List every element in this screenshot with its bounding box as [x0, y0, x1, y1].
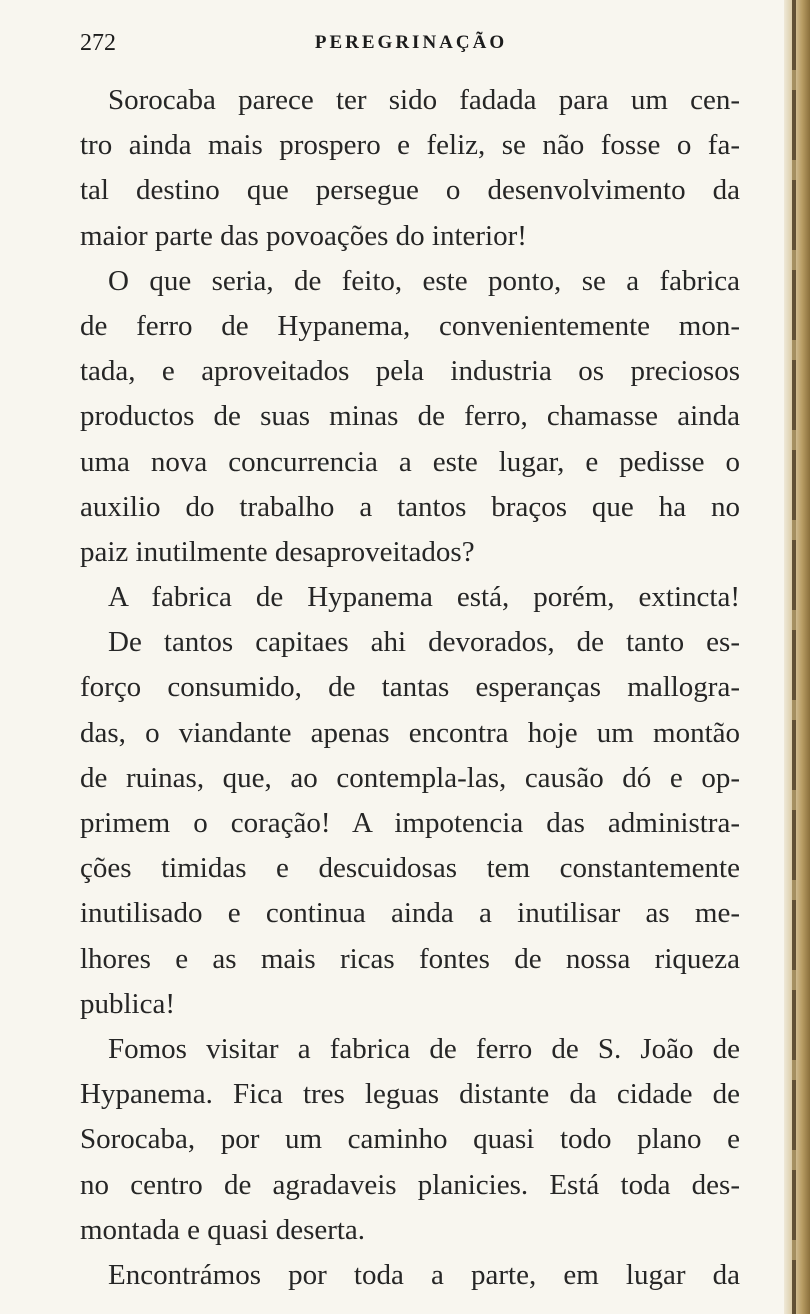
text-line: de ferro de Hypanema, convenientemente mon- [80, 309, 740, 342]
text-line: Fomos visitar a fabrica de ferro de S. João de [108, 1032, 740, 1065]
text-line: tro ainda mais prospero e feliz, se não fosse o fa- [80, 129, 740, 162]
text-line: tal destino que persegue o desenvolvimento da [80, 174, 740, 207]
text-line: De tantos capitaes ahi devorados, de tanto es- [108, 626, 740, 659]
body-text [80, 78, 740, 1298]
text-line: maior parte das povoações do interior! [80, 219, 527, 252]
text-line: Sorocaba, por um caminho quasi todo plano e [80, 1123, 740, 1156]
text-line: auxilio do trabalho a tantos braços que ha no [80, 490, 740, 523]
text-line: O que seria, de feito, este ponto, se a fabrica [108, 264, 740, 297]
spine-shadow [792, 0, 796, 1314]
text-line: Hypanema. Fica tres leguas distante da cidade de [80, 1078, 740, 1111]
text-line: ções timidas e descuidosas tem constantemente [80, 852, 740, 885]
text-line: das, o viandante apenas encontra hoje um montão [80, 716, 740, 749]
text-line: Encontrámos por toda a parte, em lugar da [108, 1258, 740, 1291]
text-line: Sorocaba parece ter sido fadada para um cen- [108, 84, 740, 116]
text-line: de ruinas, que, ao contempla-las, causão dó e op- [80, 761, 740, 794]
text-line: primem o coração! A impotencia das administra- [80, 807, 740, 839]
text-line: no centro de agradaveis planicies. Está toda des- [80, 1168, 740, 1201]
page-header [80, 30, 742, 60]
page-number: 272 [80, 30, 116, 56]
running-title: PEREGRINAÇÃO [314, 32, 508, 53]
text-line: productos de suas minas de ferro, chamasse ainda [80, 400, 740, 433]
text-line: paiz inutilmente desaproveitados? [80, 535, 475, 568]
text-line: uma nova concurrencia a este lugar, e pedisse o [80, 445, 740, 478]
text-line: forço consumido, de tantas esperanças mallogra- [80, 671, 740, 704]
text-line: montada e quasi deserta. [80, 1213, 366, 1246]
text-line: tada, e aproveitados pela industria os preciosos [80, 355, 740, 388]
text-line: lhores e as mais ricas fontes de nossa riqueza [80, 942, 740, 975]
text-line: A fabrica de Hypanema está, porém, extincta! [108, 581, 740, 614]
text-line: publica! [80, 987, 176, 1020]
text-line: inutilisado e continua ainda a inutilisar as me- [80, 897, 740, 930]
book-spine-edge [784, 0, 810, 1314]
